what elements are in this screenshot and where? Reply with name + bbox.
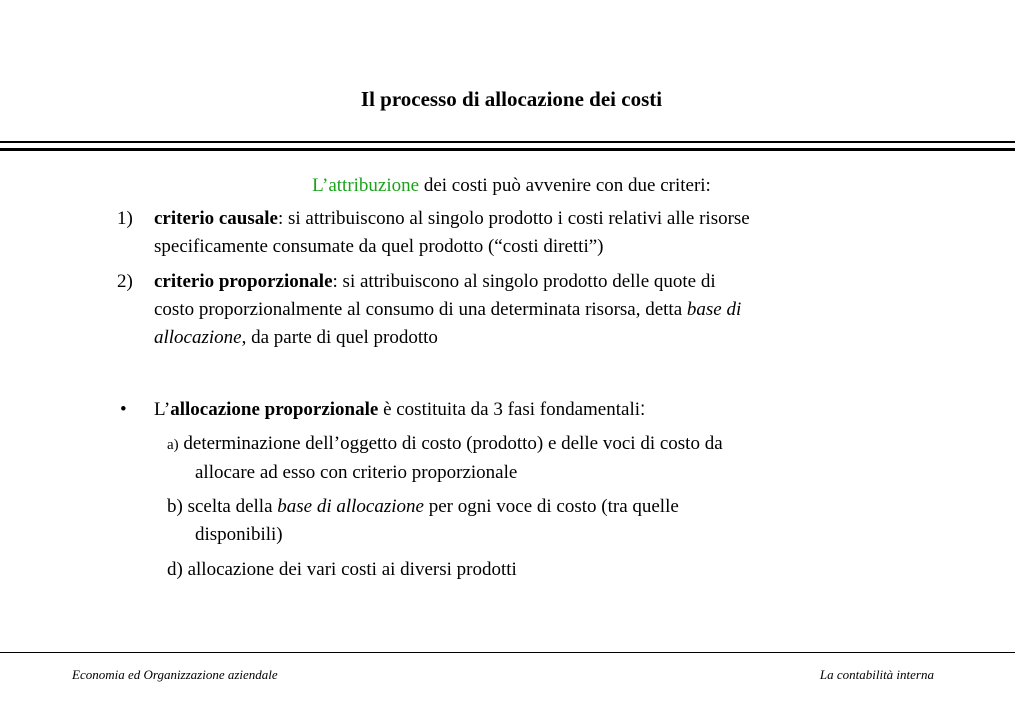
footer-topic: La contabilità interna bbox=[819, 667, 934, 682]
bullet-icon: • bbox=[120, 399, 127, 420]
slide-title: Il processo di allocazione dei costi bbox=[360, 87, 663, 111]
criterion-2-title: criterio proporzionale bbox=[154, 271, 333, 292]
criterion-2-line3: , da parte di quel prodotto bbox=[241, 327, 438, 348]
phase-a-line1: determinazione dell’oggetto di costo (prodotto) e delle voci di costo da bbox=[178, 433, 723, 454]
header-divider-bottom bbox=[0, 148, 1015, 151]
criterion-1-line1: : si attribuiscono al singolo prodotto i costi relativi alle risorse bbox=[277, 208, 750, 229]
phase-b-pre: b) scelta della bbox=[167, 496, 278, 517]
phase-a-line2: allocare ad esso con criterio proporzionale bbox=[195, 462, 518, 483]
phase-d-text: d) allocazione dei vari costi ai diversi prodotti bbox=[167, 559, 517, 580]
criterion-2-italic2: allocazione bbox=[154, 327, 242, 348]
criterion-1-number: 1) bbox=[117, 208, 133, 229]
criterion-2-line2: costo proporzionalmente al consumo di una determinata risorsa, detta bbox=[154, 299, 687, 320]
criterion-2-text bbox=[154, 268, 914, 352]
phase-a-label: a) bbox=[167, 437, 179, 453]
header-divider-top bbox=[0, 141, 1015, 143]
phase-b bbox=[167, 493, 907, 549]
criterion-2-number: 2) bbox=[117, 271, 133, 292]
intro-line bbox=[0, 172, 1023, 200]
phase-b-line2: disponibili) bbox=[195, 524, 283, 545]
intro-rest: dei costi può avvenire con due criteri: bbox=[419, 175, 711, 196]
criterion-2-italic1: base di bbox=[686, 299, 742, 320]
criterion-1-title: criterio causale bbox=[154, 208, 278, 229]
phase-b-italic: base di allocazione bbox=[277, 496, 424, 517]
phase-d bbox=[167, 556, 907, 584]
phase-a bbox=[167, 430, 907, 487]
bullet-colon: : bbox=[640, 399, 646, 420]
bullet-rest: è costituita da 3 fasi fondamentali bbox=[378, 399, 641, 420]
footer-course: Economia ed Organizzazione aziendale bbox=[72, 667, 278, 682]
bullet-bold: allocazione proporzionale bbox=[170, 399, 379, 420]
phase-b-line1: per ogni voce di costo (tra quelle bbox=[423, 496, 679, 517]
footer-divider bbox=[0, 652, 1015, 653]
criterion-2-line1: : si attribuiscono al singolo prodotto delle quote di bbox=[332, 271, 716, 292]
bullet-text bbox=[154, 396, 894, 424]
bullet-pre: L’ bbox=[154, 399, 171, 420]
criterion-1-line2: specificamente consumate da quel prodotto (“costi diretti”) bbox=[154, 236, 604, 257]
intro-highlight: L’attribuzione bbox=[312, 175, 420, 196]
criterion-1-text bbox=[154, 205, 914, 261]
